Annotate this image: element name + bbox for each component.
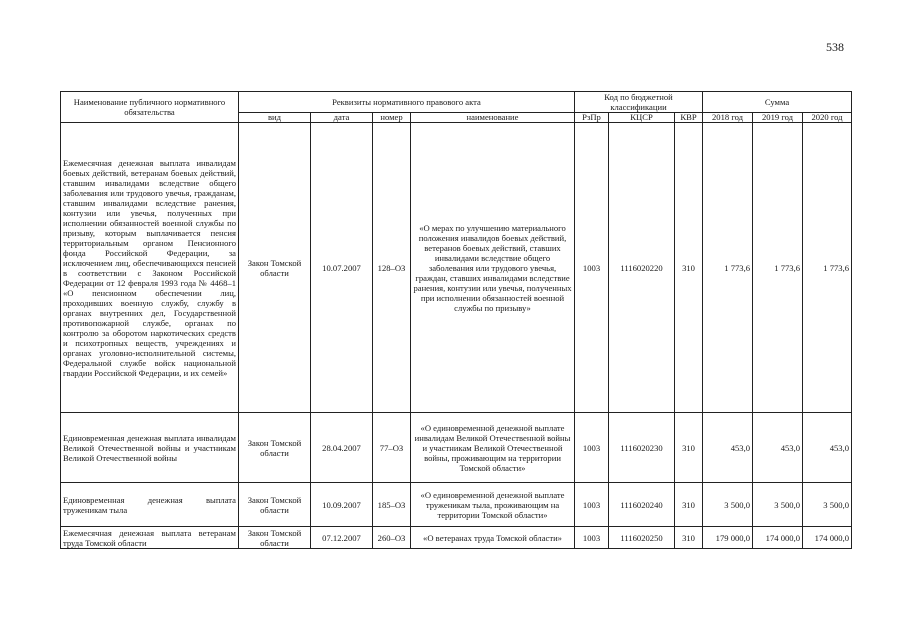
cell-kcsr: 1116020240 — [609, 483, 675, 527]
cell-date: 10.07.2007 — [311, 123, 373, 413]
cell-name: Ежемесячная денежная выплата ветеранам труда Томской области — [61, 527, 239, 549]
cell-rzpr: 1003 — [575, 527, 609, 549]
cell-vid: Закон Томской области — [239, 123, 311, 413]
cell-date: 10.09.2007 — [311, 483, 373, 527]
col-header-sum: Сумма — [703, 92, 852, 113]
cell-2020: 3 500,0 — [803, 483, 852, 527]
table-row — [61, 527, 852, 549]
col-header-requisites: Реквизиты нормативного правового акта — [239, 92, 575, 113]
col-header-2020: 2020 год — [803, 113, 852, 123]
col-header-2019: 2019 год — [753, 113, 803, 123]
cell-date: 28.04.2007 — [311, 413, 373, 483]
cell-act-name: «О мерах по улучшению материального положения инвалидов боевых действий, ветеранов боевых действий, ставших инвалидами вследствие общего заболевания или трудового увечья, граждан, ставших инвалидами вследствие ранения, контузии или увечья, полученных при исполнении обязанностей военной службы по призыву» — [411, 123, 575, 413]
cell-name: Единовременная денежная выплата инвалидам Великой Отечественной войны и участникам Великой Отечественной войны — [61, 413, 239, 483]
header-row-1 — [61, 92, 852, 113]
cell-kvr: 310 — [675, 527, 703, 549]
cell-act-name: «О единовременной денежной выплате труженикам тыла, проживающим на территории Томской области» — [411, 483, 575, 527]
cell-2018: 453,0 — [703, 413, 753, 483]
col-header-kcsr: КЦСР — [609, 113, 675, 123]
cell-2019: 174 000,0 — [753, 527, 803, 549]
cell-2020: 1 773,6 — [803, 123, 852, 413]
col-header-kvr: КВР — [675, 113, 703, 123]
cell-2020: 174 000,0 — [803, 527, 852, 549]
col-header-vid: вид — [239, 113, 311, 123]
col-header-act-name: наименование — [411, 113, 575, 123]
cell-2018: 1 773,6 — [703, 123, 753, 413]
cell-rzpr: 1003 — [575, 413, 609, 483]
col-header-budget-code: Код по бюджетной классификации — [575, 92, 703, 113]
cell-rzpr: 1003 — [575, 483, 609, 527]
cell-date: 07.12.2007 — [311, 527, 373, 549]
cell-vid: Закон Томской области — [239, 483, 311, 527]
cell-2018: 3 500,0 — [703, 483, 753, 527]
cell-number: 128–ОЗ — [373, 123, 411, 413]
page-number: 538 — [826, 40, 844, 54]
cell-number: 77–ОЗ — [373, 413, 411, 483]
cell-name: Единовременная денежная выплата труженикам тыла — [61, 483, 239, 527]
cell-kcsr: 1116020220 — [609, 123, 675, 413]
col-header-2018: 2018 год — [703, 113, 753, 123]
cell-number: 260–ОЗ — [373, 527, 411, 549]
cell-act-name: «О ветеранах труда Томской области» — [411, 527, 575, 549]
cell-kcsr: 1116020250 — [609, 527, 675, 549]
obligations-table — [60, 91, 852, 549]
cell-number: 185–ОЗ — [373, 483, 411, 527]
col-header-rzpr: РзПр — [575, 113, 609, 123]
table-row — [61, 123, 852, 413]
cell-vid: Закон Томской области — [239, 527, 311, 549]
cell-2019: 1 773,6 — [753, 123, 803, 413]
cell-kvr: 310 — [675, 483, 703, 527]
cell-rzpr: 1003 — [575, 123, 609, 413]
col-header-date: дата — [311, 113, 373, 123]
cell-name: Ежемесячная денежная выплата инвалидам боевых действий, ветеранам боевых действий, ставшим инвалидами вследствие общего заболевания или трудового увечья, гражданам, ставшим инвалидами вследствие ранения, контузии или увечья, полученных при исполнении обязанностей военной службы по призыву, которым выплачивается пенсия территориальным органом Пенсионного фонда Российской Федерации, за исключением лиц, обеспечивающихся пенсией в соответствии с Законом Российской Федерации от 12 февраля 1993 года № 4468–1 «О пенсионном обеспечении лиц, проходивших военную службу, службу в органах внутренних дел, Государственной противопожарной службе, органах по контролю за оборотом наркотических средств и психотропных веществ, учреждениях и органах уголовно-исполнительной системы, Федеральной службе войск национальной гвардии Российской Федерации, и их семей» — [61, 123, 239, 413]
cell-kcsr: 1116020230 — [609, 413, 675, 483]
cell-2019: 3 500,0 — [753, 483, 803, 527]
cell-2020: 453,0 — [803, 413, 852, 483]
col-header-name: Наименование публичного нормативного обязательства — [61, 92, 239, 123]
cell-kvr: 310 — [675, 123, 703, 413]
cell-2019: 453,0 — [753, 413, 803, 483]
cell-act-name: «О единовременной денежной выплате инвалидам Великой Отечественной войны и участникам Великой Отечественной войны, проживающим на территории Томской области» — [411, 413, 575, 483]
cell-vid: Закон Томской области — [239, 413, 311, 483]
table-row — [61, 413, 852, 483]
cell-kvr: 310 — [675, 413, 703, 483]
cell-2018: 179 000,0 — [703, 527, 753, 549]
table-row — [61, 483, 852, 527]
col-header-number: номер — [373, 113, 411, 123]
